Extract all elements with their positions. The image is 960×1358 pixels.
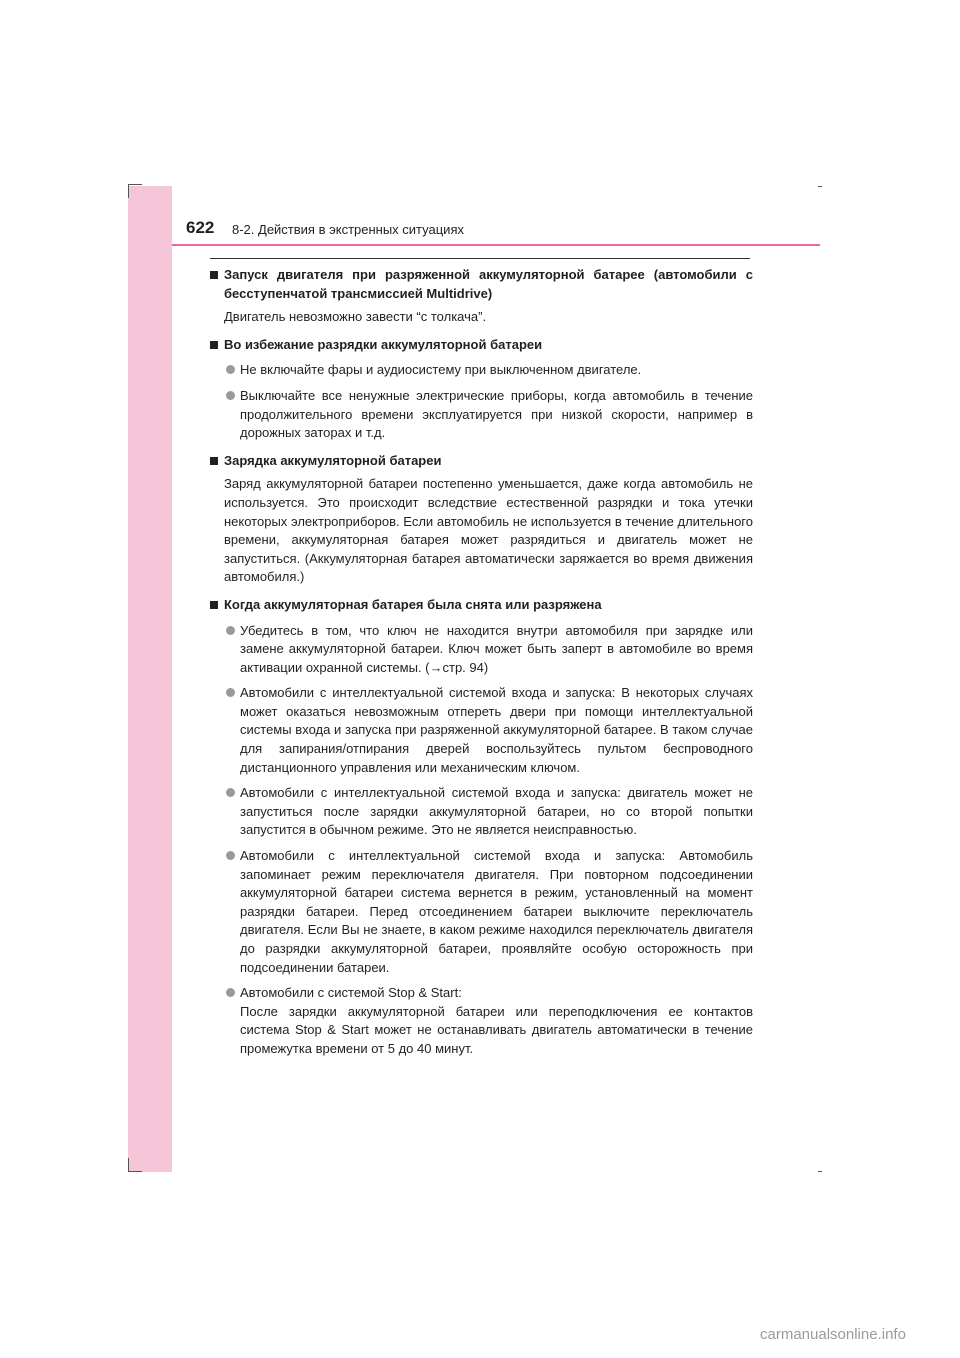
crop-mark bbox=[818, 186, 822, 187]
list-item: Автомобили с интеллектуальной системой входа и запуска: двигатель может не запуститься после зарядки аккумуляторной батареи, но со второй попытки запустится в обычном режиме. Это не является неисправностью. bbox=[210, 784, 753, 840]
circle-bullet-icon bbox=[226, 365, 235, 374]
square-bullet-icon bbox=[210, 271, 218, 279]
section-title: 8-2. Действия в экстренных ситуациях bbox=[232, 222, 464, 237]
circle-bullet-icon bbox=[226, 788, 235, 797]
circle-bullet-icon bbox=[226, 626, 235, 635]
paragraph: Заряд аккумуляторной батареи постепенно уменьшается, даже когда автомобиль не используется. Это происходит вследствие естественной разрядки и тока утечки некоторых электроприборов. Если автомобиль не используется в течение длительного времени, аккумуляторная батарея может разрядиться и двигатель может не запуститься. (Аккумуляторная батарея автоматически заряжается во время движения автомобиля.) bbox=[224, 476, 753, 585]
list-item: Выключайте все ненужные электрические приборы, когда автомобиль в течение продолжительного времени эксплуатируется при низкой скорости, например в дорожных заторах и т.д. bbox=[210, 387, 753, 443]
content-divider bbox=[210, 258, 750, 259]
crop-mark bbox=[128, 184, 142, 185]
list-item: Автомобили с интеллектуальной системой входа и запуска: Автомобиль запоминает режим переключателя двигателя. При повторном подсоединении аккумуляторной батареи система вернется в режим, установленный на момент разрядки батареи. Перед отсоединением батареи выключите переключатель двигателя. Если Вы не знаете, в каком режиме находился переключатель двигателя до разрядки аккумуляторной батареи, проявляйте особую осторожность при подсоединении батареи. bbox=[210, 847, 753, 977]
side-tab-bar bbox=[128, 186, 172, 1172]
square-bullet-icon bbox=[210, 601, 218, 609]
list-item: Автомобили с интеллектуальной системой входа и запуска: В некоторых случаях может оказаться невозможным отпереть двери при помощи интеллектуальной системы входа и запуска при разряженной аккумуляторной батарее. В таком случае для запирания/отпирания дверей воспользуйтесь пультом беспроводного дистанционного управления или механическим ключом. bbox=[210, 684, 753, 777]
section-heading: Зарядка аккумуляторной батареи bbox=[210, 452, 753, 471]
section-heading: Во избежание разрядки аккумуляторной батареи bbox=[210, 336, 753, 355]
watermark: carmanualsonline.info bbox=[760, 1326, 906, 1343]
circle-bullet-icon bbox=[226, 391, 235, 400]
header-divider bbox=[172, 244, 820, 246]
crop-mark bbox=[128, 1158, 129, 1172]
list-item: Не включайте фары и аудиосистему при выключенном двигателе. bbox=[210, 361, 753, 380]
page-content bbox=[210, 266, 753, 1059]
page-number: 622 bbox=[186, 218, 215, 237]
paragraph: Двигатель невозможно завести “с толкача”. bbox=[224, 309, 487, 325]
square-bullet-icon bbox=[210, 457, 218, 465]
section-heading: Когда аккумуляторная батарея была снята или разряжена bbox=[210, 596, 753, 615]
square-bullet-icon bbox=[210, 341, 218, 349]
crop-mark bbox=[128, 1171, 142, 1172]
crop-mark bbox=[818, 1171, 822, 1172]
crop-mark bbox=[128, 184, 129, 198]
section-heading: Запуск двигателя при разряженной аккумуляторной батарее (автомобили с бесступенчатой трансмиссией Multidrive) bbox=[210, 266, 753, 303]
circle-bullet-icon bbox=[226, 688, 235, 697]
circle-bullet-icon bbox=[226, 988, 235, 997]
list-item: Убедитесь в том, что ключ не находится внутри автомобиля при зарядке или замене аккумуляторной батареи. Ключ может быть заперт в автомобиле во время активации охранной системы. (→стр. 94) bbox=[210, 622, 753, 678]
circle-bullet-icon bbox=[226, 851, 235, 860]
list-item-text: После зарядки аккумуляторной батареи или переподключения ее контактов система Stop & Start может не останавливать двигатель автоматически в течение промежутка времени от 5 до 40 минут. bbox=[240, 1003, 753, 1056]
list-item: Автомобили с системой Stop & Start: bbox=[210, 984, 753, 1003]
